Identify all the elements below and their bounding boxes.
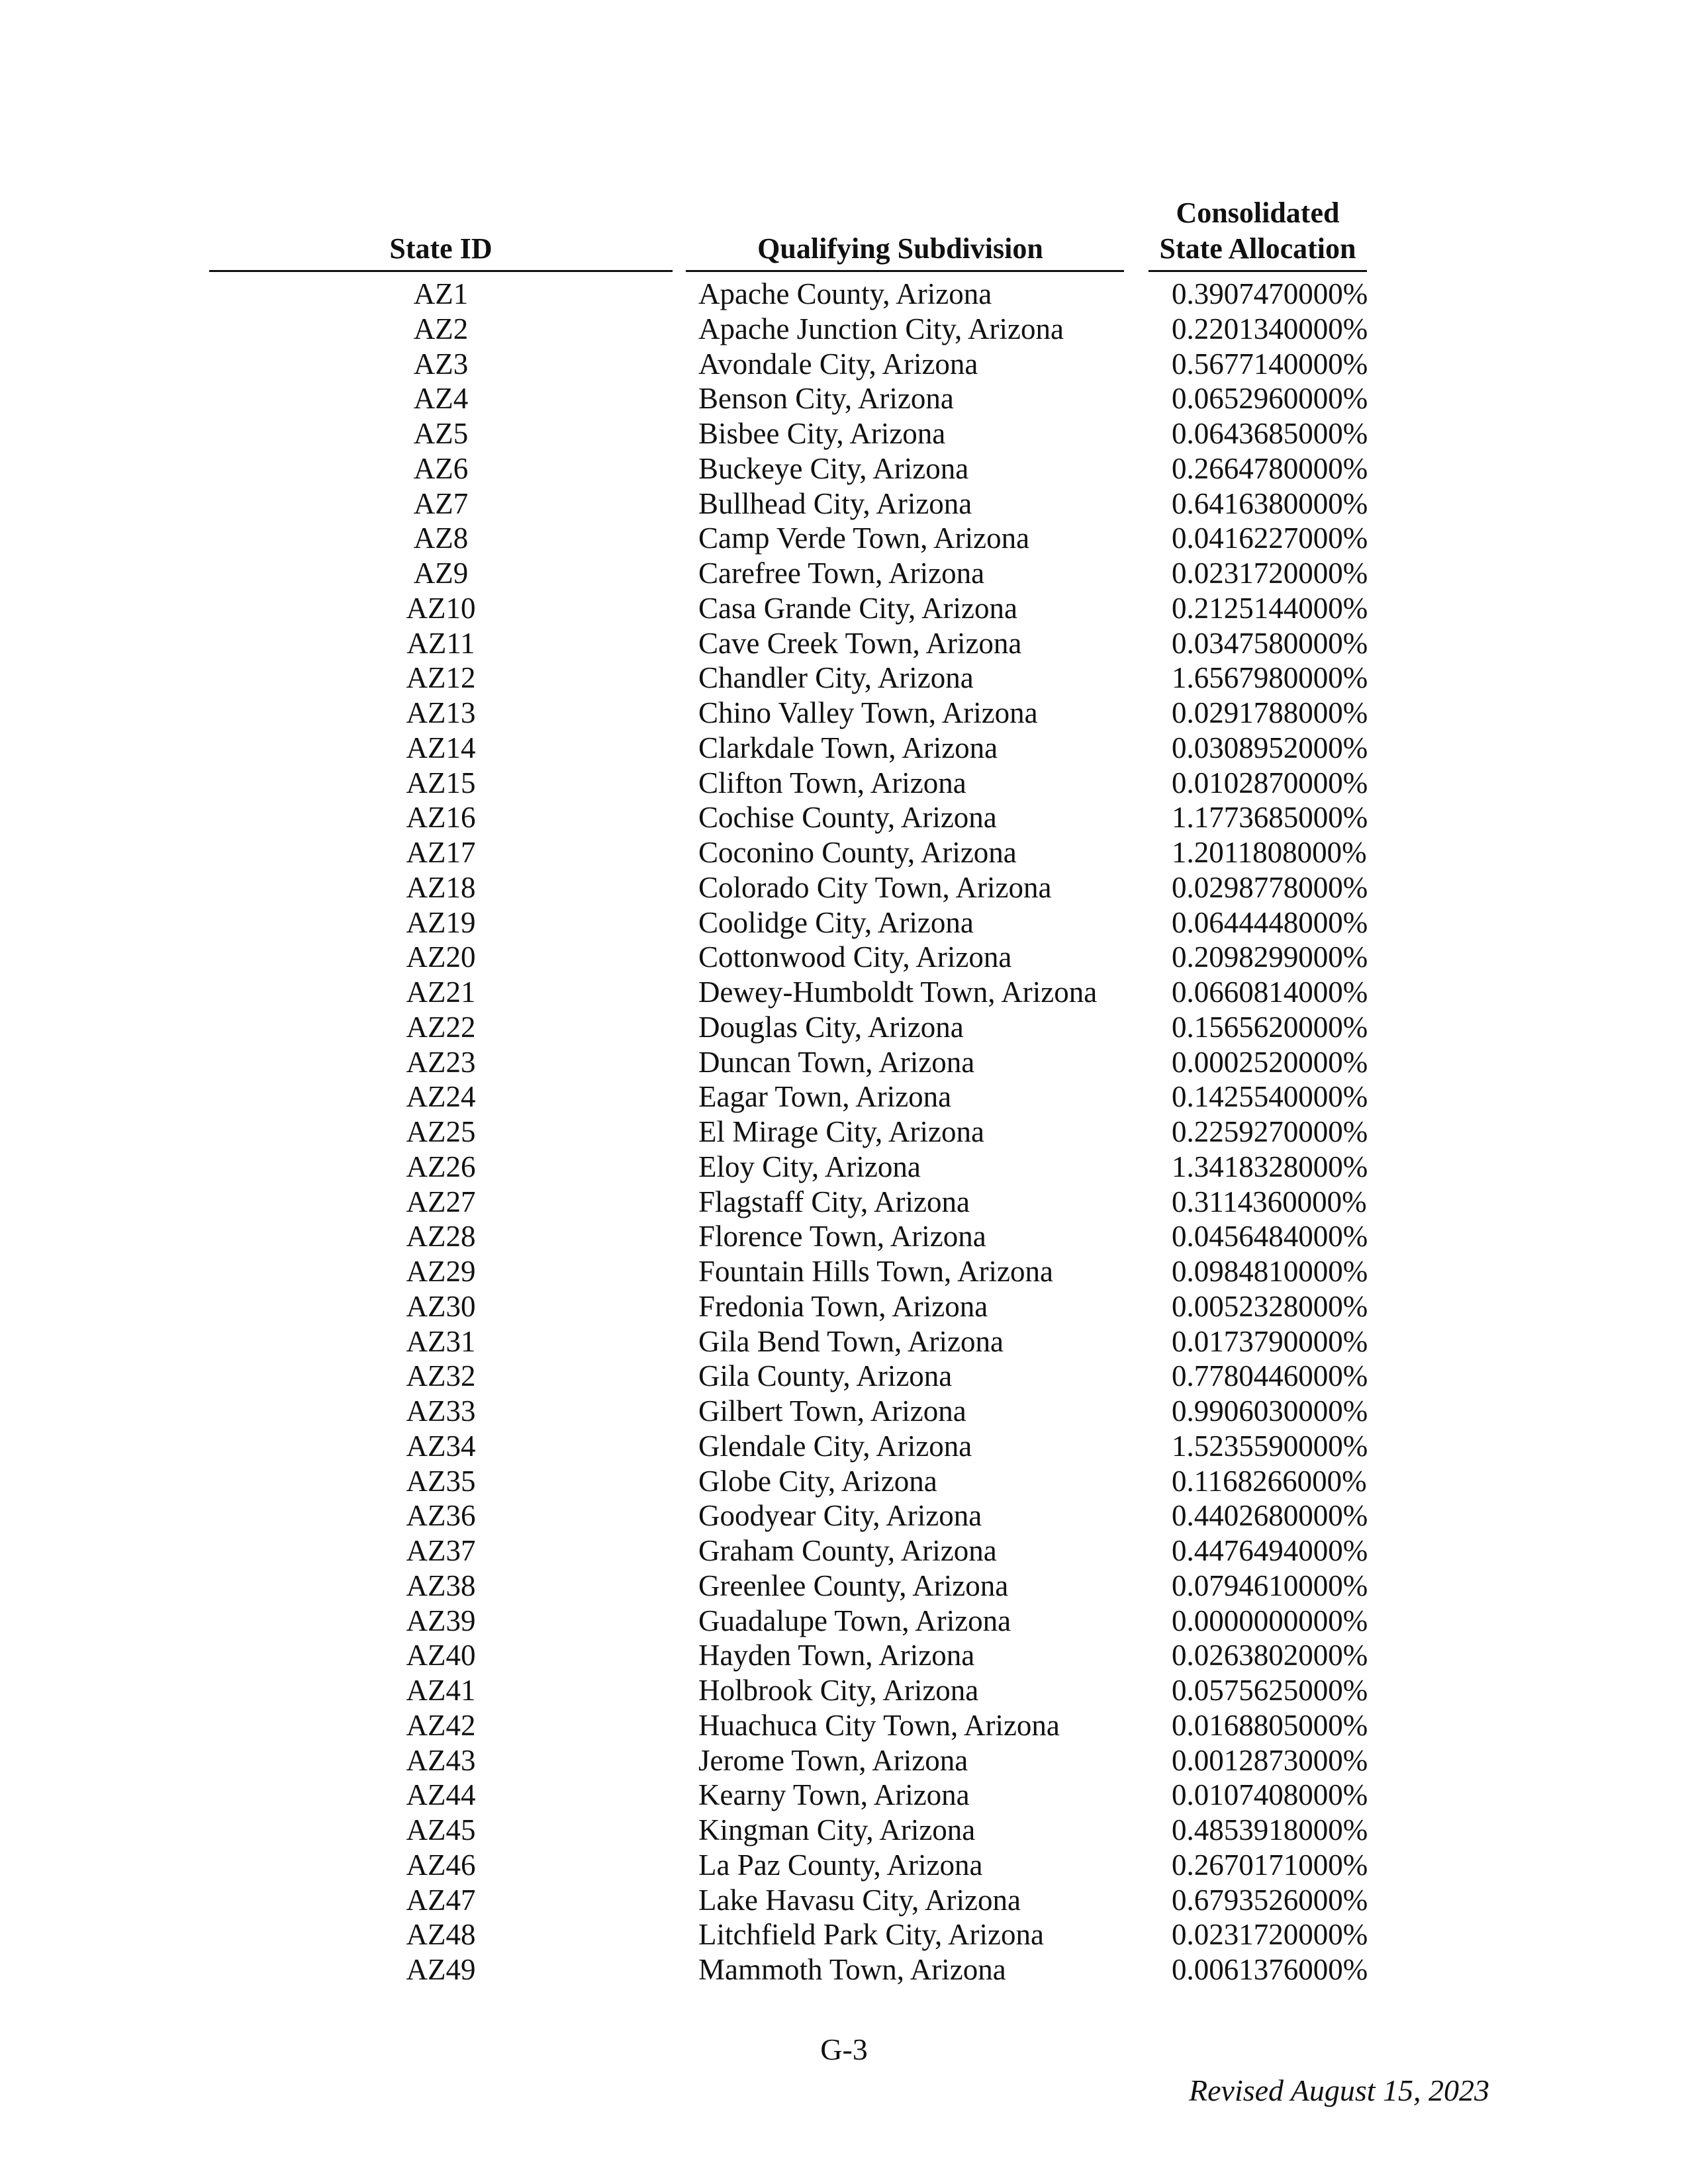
state-id-cell: AZ10 xyxy=(406,591,476,625)
subdivision-cell: Mammoth Town, Arizona xyxy=(698,1953,1006,1986)
allocation-cell: 0.0984810000% xyxy=(1172,1255,1368,1288)
table-row xyxy=(0,1533,1688,1569)
table-row xyxy=(0,1150,1688,1185)
allocation-cell: 0.0308952000% xyxy=(1172,731,1368,764)
subdivision-cell: Avondale City, Arizona xyxy=(698,347,978,381)
state-id-cell: AZ19 xyxy=(406,905,476,939)
allocation-cell: 0.0298778000% xyxy=(1172,870,1368,904)
table-row xyxy=(0,1185,1688,1220)
state-id-cell: AZ3 xyxy=(413,347,469,381)
subdivision-cell: Jerome Town, Arizona xyxy=(698,1743,968,1777)
table-row xyxy=(0,1289,1688,1324)
state-id-cell: AZ46 xyxy=(406,1848,476,1882)
state-id-cell: AZ8 xyxy=(413,522,469,555)
table-row xyxy=(0,451,1688,486)
subdivision-cell: Camp Verde Town, Arizona xyxy=(698,522,1030,555)
state-id-cell: AZ16 xyxy=(406,801,476,835)
subdivision-cell: Fredonia Town, Arizona xyxy=(698,1289,988,1323)
subdivision-cell: Gilbert Town, Arizona xyxy=(698,1394,966,1428)
subdivision-cell: Colorado City Town, Arizona xyxy=(698,870,1052,904)
subdivision-cell: Graham County, Arizona xyxy=(698,1534,997,1567)
allocation-cell: 0.0052328000% xyxy=(1172,1289,1368,1323)
allocation-cell: 0.0173790000% xyxy=(1172,1324,1368,1358)
header-underline-subdivision xyxy=(686,270,1124,272)
subdivision-cell: Eloy City, Arizona xyxy=(698,1150,921,1183)
subdivision-cell: Benson City, Arizona xyxy=(698,382,954,416)
subdivision-cell: Apache Junction City, Arizona xyxy=(698,312,1064,345)
allocation-cell: 0.0000000000% xyxy=(1172,1604,1368,1637)
state-id-cell: AZ32 xyxy=(406,1359,476,1393)
allocation-cell: 0.0231720000% xyxy=(1172,557,1368,590)
subdivision-cell: Cochise County, Arizona xyxy=(698,801,997,835)
subdivision-cell: Greenlee County, Arizona xyxy=(698,1569,1009,1602)
table-row xyxy=(0,940,1688,975)
header-underline-allocation xyxy=(1149,270,1367,272)
allocation-cell: 0.0652960000% xyxy=(1172,382,1368,416)
subdivision-cell: Clifton Town, Arizona xyxy=(698,766,966,799)
header-underline-state-id xyxy=(209,270,673,272)
allocation-cell: 0.6416380000% xyxy=(1172,486,1368,520)
state-id-cell: AZ34 xyxy=(406,1429,476,1463)
subdivision-cell: Eagar Town, Arizona xyxy=(698,1080,952,1114)
state-id-cell: AZ6 xyxy=(413,451,469,485)
table-row xyxy=(0,1394,1688,1429)
header-allocation-line2: State Allocation xyxy=(1159,232,1356,265)
table-row xyxy=(0,416,1688,451)
table-row xyxy=(0,870,1688,905)
table-row xyxy=(0,1848,1688,1883)
state-id-cell: AZ4 xyxy=(413,382,469,416)
allocation-cell: 0.0231720000% xyxy=(1172,1918,1368,1952)
table-row xyxy=(0,1254,1688,1289)
state-id-cell: AZ48 xyxy=(406,1918,476,1952)
subdivision-cell: Hayden Town, Arizona xyxy=(698,1639,975,1672)
subdivision-cell: Globe City, Arizona xyxy=(698,1464,937,1498)
table-row xyxy=(0,1743,1688,1778)
allocation-cell: 0.0643685000% xyxy=(1172,417,1368,450)
allocation-cell: 0.0660814000% xyxy=(1172,976,1368,1009)
table-row xyxy=(0,347,1688,382)
state-id-cell: AZ25 xyxy=(406,1115,476,1148)
allocation-cell: 0.2670171000% xyxy=(1172,1848,1368,1882)
subdivision-cell: Bisbee City, Arizona xyxy=(698,417,946,450)
table-row xyxy=(0,1324,1688,1359)
allocation-cell: 0.0061376000% xyxy=(1172,1953,1368,1986)
subdivision-cell: Guadalupe Town, Arizona xyxy=(698,1604,1011,1637)
subdivision-cell: Lake Havasu City, Arizona xyxy=(698,1883,1021,1917)
table-row xyxy=(0,381,1688,416)
allocation-cell: 0.3907470000% xyxy=(1172,277,1368,310)
table-row xyxy=(0,1883,1688,1918)
state-id-cell: AZ45 xyxy=(406,1813,476,1846)
state-id-cell: AZ26 xyxy=(406,1150,476,1183)
header-qualifying-subdivision: Qualifying Subdivision xyxy=(757,232,1043,265)
allocation-cell: 0.1425540000% xyxy=(1172,1080,1368,1114)
allocation-cell: 0.9906030000% xyxy=(1172,1394,1368,1428)
table-row xyxy=(0,1917,1688,1952)
state-id-cell: AZ22 xyxy=(406,1010,476,1044)
allocation-cell: 0.0456484000% xyxy=(1172,1220,1368,1253)
allocation-cell: 1.5235590000% xyxy=(1172,1429,1368,1463)
allocation-cell: 0.1565620000% xyxy=(1172,1010,1368,1044)
subdivision-cell: Florence Town, Arizona xyxy=(698,1220,986,1253)
table-row xyxy=(0,731,1688,766)
table-row xyxy=(0,1569,1688,1604)
table-row xyxy=(0,975,1688,1010)
allocation-cell: 1.3418328000% xyxy=(1172,1150,1368,1183)
state-id-cell: AZ13 xyxy=(406,696,476,729)
subdivision-cell: Flagstaff City, Arizona xyxy=(698,1185,970,1218)
table-row xyxy=(0,1673,1688,1708)
table-row xyxy=(0,312,1688,347)
table-row xyxy=(0,835,1688,870)
table-row xyxy=(0,766,1688,801)
subdivision-cell: Chandler City, Arizona xyxy=(698,661,974,695)
allocation-cell: 1.2011808000% xyxy=(1172,836,1367,869)
state-id-cell: AZ27 xyxy=(406,1185,476,1218)
state-id-cell: AZ33 xyxy=(406,1394,476,1428)
table-row xyxy=(0,1219,1688,1254)
allocation-cell: 0.6793526000% xyxy=(1172,1883,1368,1917)
table-row xyxy=(0,1778,1688,1813)
subdivision-cell: Chino Valley Town, Arizona xyxy=(698,696,1038,729)
state-id-cell: AZ23 xyxy=(406,1045,476,1079)
state-id-cell: AZ11 xyxy=(406,626,475,660)
subdivision-cell: Clarkdale Town, Arizona xyxy=(698,731,998,764)
subdivision-cell: Cottonwood City, Arizona xyxy=(698,940,1012,974)
table-row xyxy=(0,800,1688,835)
state-id-cell: AZ17 xyxy=(406,836,476,869)
state-id-cell: AZ18 xyxy=(406,870,476,904)
allocation-cell: 1.1773685000% xyxy=(1172,801,1368,835)
state-id-cell: AZ36 xyxy=(406,1499,476,1533)
state-id-cell: AZ14 xyxy=(406,731,476,764)
state-id-cell: AZ37 xyxy=(406,1534,476,1567)
allocation-cell: 0.0794610000% xyxy=(1172,1569,1368,1602)
allocation-cell: 0.2259270000% xyxy=(1172,1115,1368,1148)
subdivision-cell: La Paz County, Arizona xyxy=(698,1848,983,1882)
table-row xyxy=(0,1045,1688,1080)
subdivision-cell: Holbrook City, Arizona xyxy=(698,1674,979,1707)
subdivision-cell: Casa Grande City, Arizona xyxy=(698,591,1017,625)
state-id-cell: AZ12 xyxy=(406,661,476,695)
subdivision-cell: Coconino County, Arizona xyxy=(698,836,1017,869)
table-row xyxy=(0,1638,1688,1673)
table-row xyxy=(0,556,1688,591)
state-id-cell: AZ40 xyxy=(406,1639,476,1672)
table-row xyxy=(0,1010,1688,1045)
allocation-cell: 0.0002520000% xyxy=(1172,1045,1368,1079)
subdivision-cell: Huachuca City Town, Arizona xyxy=(698,1708,1060,1742)
state-id-cell: AZ38 xyxy=(406,1569,476,1602)
subdivision-cell: Bullhead City, Arizona xyxy=(698,486,972,520)
state-id-cell: AZ7 xyxy=(413,486,469,520)
state-id-cell: AZ41 xyxy=(406,1674,476,1707)
state-id-cell: AZ1 xyxy=(413,277,469,310)
state-id-cell: AZ35 xyxy=(406,1464,476,1498)
subdivision-cell: Carefree Town, Arizona xyxy=(698,557,985,590)
state-id-cell: AZ20 xyxy=(406,940,476,974)
table-row xyxy=(0,905,1688,940)
state-id-cell: AZ31 xyxy=(406,1324,476,1358)
allocation-cell: 0.4853918000% xyxy=(1172,1813,1368,1846)
state-id-cell: AZ49 xyxy=(406,1953,476,1986)
table-row xyxy=(0,626,1688,661)
subdivision-cell: Goodyear City, Arizona xyxy=(698,1499,982,1533)
allocation-cell: 0.4476494000% xyxy=(1172,1534,1368,1567)
subdivision-cell: Litchfield Park City, Arizona xyxy=(698,1918,1044,1952)
subdivision-cell: Kingman City, Arizona xyxy=(698,1813,976,1846)
allocation-cell: 0.0107408000% xyxy=(1172,1778,1368,1812)
allocation-cell: 0.0347580000% xyxy=(1172,626,1368,660)
subdivision-cell: Cave Creek Town, Arizona xyxy=(698,626,1022,660)
table-row xyxy=(0,660,1688,696)
allocation-cell: 0.4402680000% xyxy=(1172,1499,1368,1533)
allocation-cell: 0.0416227000% xyxy=(1172,522,1368,555)
state-id-cell: AZ5 xyxy=(413,417,469,450)
state-id-cell: AZ42 xyxy=(406,1708,476,1742)
state-id-cell: AZ15 xyxy=(406,766,476,799)
table-row xyxy=(0,1115,1688,1150)
page-number: G-3 xyxy=(820,2032,868,2066)
table-row xyxy=(0,1498,1688,1533)
allocation-cell: 0.5677140000% xyxy=(1172,347,1368,381)
allocation-table-body xyxy=(0,277,1688,1987)
table-row xyxy=(0,1604,1688,1639)
state-id-cell: AZ43 xyxy=(406,1743,476,1777)
state-id-cell: AZ44 xyxy=(406,1778,476,1812)
table-row xyxy=(0,486,1688,522)
allocation-cell: 0.2098299000% xyxy=(1172,940,1368,974)
subdivision-cell: Fountain Hills Town, Arizona xyxy=(698,1255,1054,1288)
allocation-cell: 0.2664780000% xyxy=(1172,451,1368,485)
allocation-cell: 0.2125144000% xyxy=(1172,591,1368,625)
subdivision-cell: Glendale City, Arizona xyxy=(698,1429,972,1463)
subdivision-cell: El Mirage City, Arizona xyxy=(698,1115,984,1148)
subdivision-cell: Kearny Town, Arizona xyxy=(698,1778,970,1812)
subdivision-cell: Gila County, Arizona xyxy=(698,1359,953,1393)
subdivision-cell: Douglas City, Arizona xyxy=(698,1010,964,1044)
allocation-cell: 0.0102870000% xyxy=(1172,766,1368,799)
allocation-cell: 0.0575625000% xyxy=(1172,1674,1368,1707)
table-row xyxy=(0,591,1688,626)
allocation-cell: 0.1168266000% xyxy=(1172,1464,1367,1498)
header-allocation-line1: Consolidated xyxy=(1176,197,1340,229)
state-id-cell: AZ21 xyxy=(406,976,476,1009)
table-row xyxy=(0,521,1688,556)
state-id-cell: AZ29 xyxy=(406,1255,476,1288)
state-id-cell: AZ28 xyxy=(406,1220,476,1253)
table-row xyxy=(0,277,1688,312)
table-row xyxy=(0,1952,1688,1987)
subdivision-cell: Duncan Town, Arizona xyxy=(698,1045,975,1079)
allocation-cell: 0.0644448000% xyxy=(1172,905,1368,939)
table-row xyxy=(0,1359,1688,1394)
subdivision-cell: Coolidge City, Arizona xyxy=(698,905,974,939)
allocation-cell: 0.0291788000% xyxy=(1172,696,1368,729)
allocation-cell: 0.0012873000% xyxy=(1172,1743,1368,1777)
allocation-cell: 0.0263802000% xyxy=(1172,1639,1368,1672)
subdivision-cell: Buckeye City, Arizona xyxy=(698,451,969,485)
table-row xyxy=(0,1079,1688,1115)
state-id-cell: AZ30 xyxy=(406,1289,476,1323)
table-row xyxy=(0,1429,1688,1464)
subdivision-cell: Dewey-Humboldt Town, Arizona xyxy=(698,976,1098,1009)
allocation-cell: 0.3114360000% xyxy=(1172,1185,1367,1218)
state-id-cell: AZ9 xyxy=(413,557,469,590)
table-row xyxy=(0,696,1688,731)
state-id-cell: AZ47 xyxy=(406,1883,476,1917)
subdivision-cell: Apache County, Arizona xyxy=(698,277,992,310)
state-id-cell: AZ39 xyxy=(406,1604,476,1637)
header-state-id: State ID xyxy=(389,232,492,265)
table-row xyxy=(0,1708,1688,1743)
table-row xyxy=(0,1813,1688,1848)
allocation-cell: 1.6567980000% xyxy=(1172,661,1368,695)
allocation-cell: 0.2201340000% xyxy=(1172,312,1368,345)
revised-date: Revised August 15, 2023 xyxy=(1189,2073,1489,2107)
table-row xyxy=(0,1464,1688,1499)
state-id-cell: AZ24 xyxy=(406,1080,476,1114)
allocation-cell: 0.7780446000% xyxy=(1172,1359,1368,1393)
allocation-cell: 0.0168805000% xyxy=(1172,1708,1368,1742)
subdivision-cell: Gila Bend Town, Arizona xyxy=(698,1324,1004,1358)
state-id-cell: AZ2 xyxy=(413,312,469,345)
